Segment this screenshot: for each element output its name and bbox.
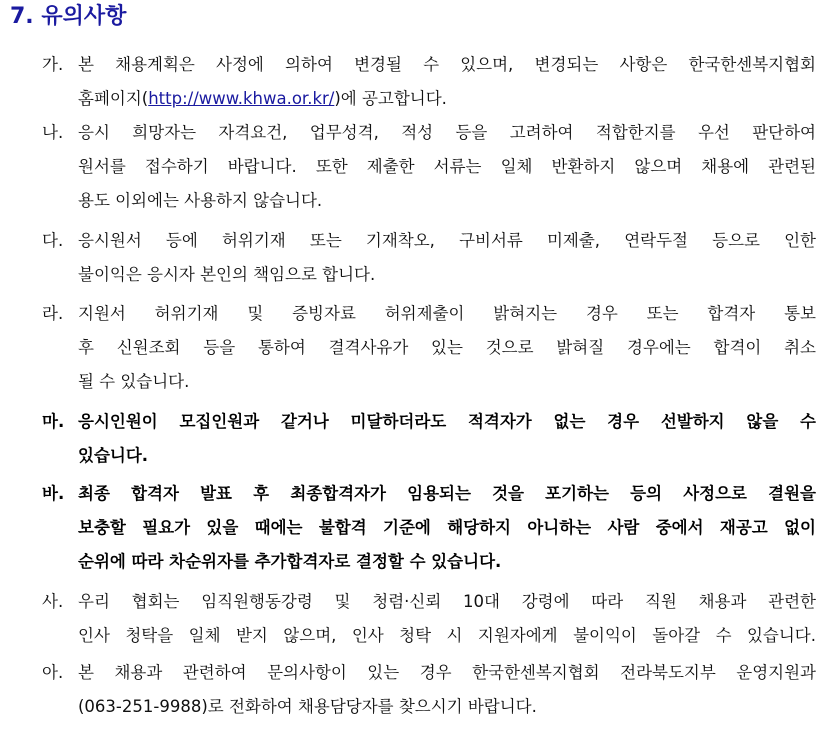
notice-item-ma: [42, 405, 816, 473]
item-marker: 바.: [42, 484, 65, 503]
item-line: 본 채용과 관련하여 문의사항이 있는 경우 한국한센복지협회 전라북도지부 운영지원과: [78, 663, 816, 682]
notice-item-ba: [42, 477, 816, 579]
item-marker: 라.: [42, 304, 64, 323]
item-line: 최종 합격자 발표 후 최종합격자가 임용되는 것을 포기하는 등의 사정으로 결원을: [78, 484, 816, 503]
item-text: )에 공고합니다.: [334, 89, 447, 108]
item-marker: 아.: [42, 663, 64, 682]
item-line: 있습니다.: [78, 446, 149, 465]
item-line: (063-251-9988)로 전화하여 채용담당자를 찾으시기 바랍니다.: [78, 697, 537, 716]
item-line: 본 채용계획은 사정에 의하여 변경될 수 있으며, 변경되는 사항은 한국한센복지협회: [78, 55, 816, 74]
item-line: 보충할 필요가 있을 때에는 불합격 기준에 해당하지 아니하는 사람 중에서 재공고 없이: [78, 518, 816, 537]
item-marker: 사.: [42, 592, 64, 611]
notice-item-sa: [42, 585, 816, 653]
item-marker: 다.: [42, 231, 64, 250]
homepage-link[interactable]: http://www.khwa.or.kr/: [148, 89, 335, 108]
notice-item-a: [42, 656, 816, 724]
item-marker: 나.: [42, 123, 64, 142]
item-line: 불이익은 응시자 본인의 책임으로 합니다.: [78, 265, 376, 284]
item-line: 후 신원조회 등을 통하여 결격사유가 있는 것으로 밝혀질 경우에는 합격이 취소: [78, 338, 816, 357]
item-line: 응시인원이 모집인원과 같거나 미달하더라도 적격자가 없는 경우 선발하지 않을 수: [78, 412, 816, 431]
item-line: 용도 이외에는 사용하지 않습니다.: [78, 191, 323, 210]
item-line: 지원서 허위기재 및 증빙자료 허위제출이 밝혀지는 경우 또는 합격자 통보: [78, 304, 816, 323]
item-text: 홈페이지(: [78, 89, 149, 108]
item-line-with-link: [78, 82, 816, 116]
notice-item-na: [42, 116, 816, 218]
item-line: 우리 협회는 임직원행동강령 및 청렴·신뢰 10대 강령에 따라 직원 채용과 관련한: [78, 592, 816, 611]
item-marker: 마.: [42, 412, 65, 431]
item-line: 응시 희망자는 자격요건, 업무성격, 적성 등을 고려하여 적합한지를 우선 판단하여: [78, 123, 816, 142]
item-line: 인사 청탁을 일체 받지 않으며, 인사 청탁 시 지원자에게 불이익이 돌아갈 수 있습니다.: [78, 626, 816, 645]
item-line: 될 수 있습니다.: [78, 372, 190, 391]
notice-item-ra: [42, 297, 816, 399]
item-line: 응시원서 등에 허위기재 또는 기재착오, 구비서류 미제출, 연락두절 등으로 인한: [78, 231, 816, 250]
item-line: 원서를 접수하기 바랍니다. 또한 제출한 서류는 일체 반환하지 않으며 채용에 관련된: [78, 157, 816, 176]
item-marker: 가.: [42, 55, 64, 74]
notice-item-da: [42, 224, 816, 292]
item-line: 순위에 따라 차순위자를 추가합격자로 결정할 수 있습니다.: [78, 552, 502, 571]
section-heading: 7. 유의사항: [10, 4, 127, 29]
notice-item-ga: [42, 48, 816, 116]
